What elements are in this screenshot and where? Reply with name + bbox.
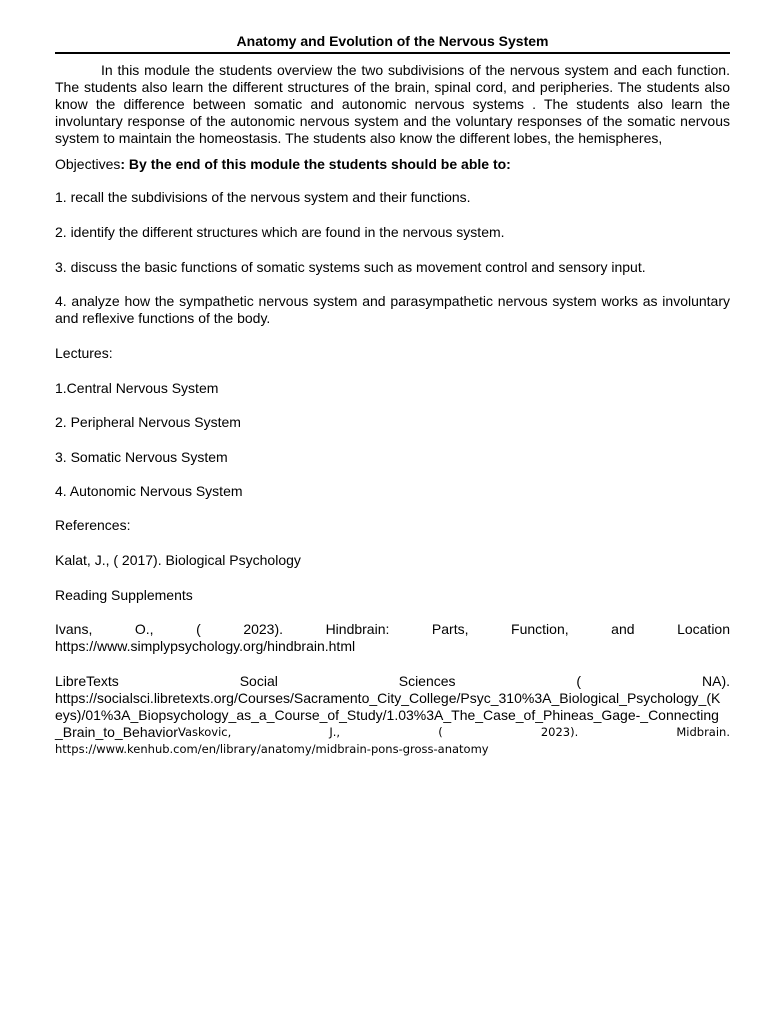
document-title: Anatomy and Evolution of the Nervous System: [236, 33, 549, 49]
reference-item: Kalat, J., ( 2017). Biological Psychology: [55, 552, 301, 568]
lecture-item: 4. Autonomic Nervous System: [55, 483, 243, 499]
libretexts-url-part-1: https://socialsci.libretexts.org/Courses/Sacramento_City_College/Psyc_310%3A_Biological_Psychology_(K: [55, 690, 721, 706]
libretexts-citation: LibreTexts Social Sciences ( NA).: [55, 673, 730, 689]
objective-item: 2. identify the different structures which are found in the nervous system.: [55, 224, 505, 240]
objective-item: 3. discuss the basic functions of somatic systems such as movement control and sensory input.: [55, 259, 646, 275]
libretexts-url-part-2: eys)/01%3A_Biopsychology_as_a_Course_of_Study/1.03%3A_The_Case_of_Phineas_Gage-_Connecting: [55, 707, 719, 723]
ivans-citation: Ivans, O., ( 2023). Hindbrain: Parts, Function, and Location: [55, 621, 730, 637]
libretexts-url-end: _Brain_to_Behavior: [55, 724, 178, 740]
title-rule: [55, 52, 730, 54]
vaskovic-url: https://www.kenhub.com/en/library/anatomy/midbrain-pons-gross-anatomy: [55, 742, 489, 756]
libretexts-url-part-3: [55, 724, 730, 741]
references-heading: References:: [55, 517, 131, 533]
objectives-heading: [55, 156, 730, 173]
reading-supplements-heading: Reading Supplements: [55, 587, 193, 603]
lecture-item: 3. Somatic Nervous System: [55, 449, 228, 465]
objective-item: 1. recall the subdivisions of the nervous system and their functions.: [55, 189, 471, 205]
objective-item: 4. analyze how the sympathetic nervous system and parasympathetic nervous system works as involuntary and reflexive functions of the body.: [55, 293, 730, 326]
lecture-item: 2. Peripheral Nervous System: [55, 414, 241, 430]
lecture-item: 1.Central Nervous System: [55, 380, 219, 396]
lectures-heading: Lectures:: [55, 345, 113, 361]
objectives-bold-text: : By the end of this module the students should be able to:: [120, 156, 511, 172]
libretexts-reference: [55, 673, 730, 758]
ivans-url: https://www.simplypsychology.org/hindbrain.html: [55, 638, 356, 654]
vaskovic-citation: Vaskovic, J., ( 2023). Midbrain.: [177, 725, 730, 739]
objectives-prefix: Objectives: [55, 156, 121, 172]
intro-paragraph: In this module the students overview the two subdivisions of the nervous system and each function. The students also learn the different structures of the brain, spinal cord, and peripheries. The students also know the difference between somatic and autonomic nervous systems . The students also learn the involuntary response of the autonomic nervous system and the voluntary responses of the somatic nervous system to maintain the homeostasis. The students also know the different lobes, the hemispheres,: [55, 62, 730, 146]
ivans-reference: [55, 621, 730, 655]
